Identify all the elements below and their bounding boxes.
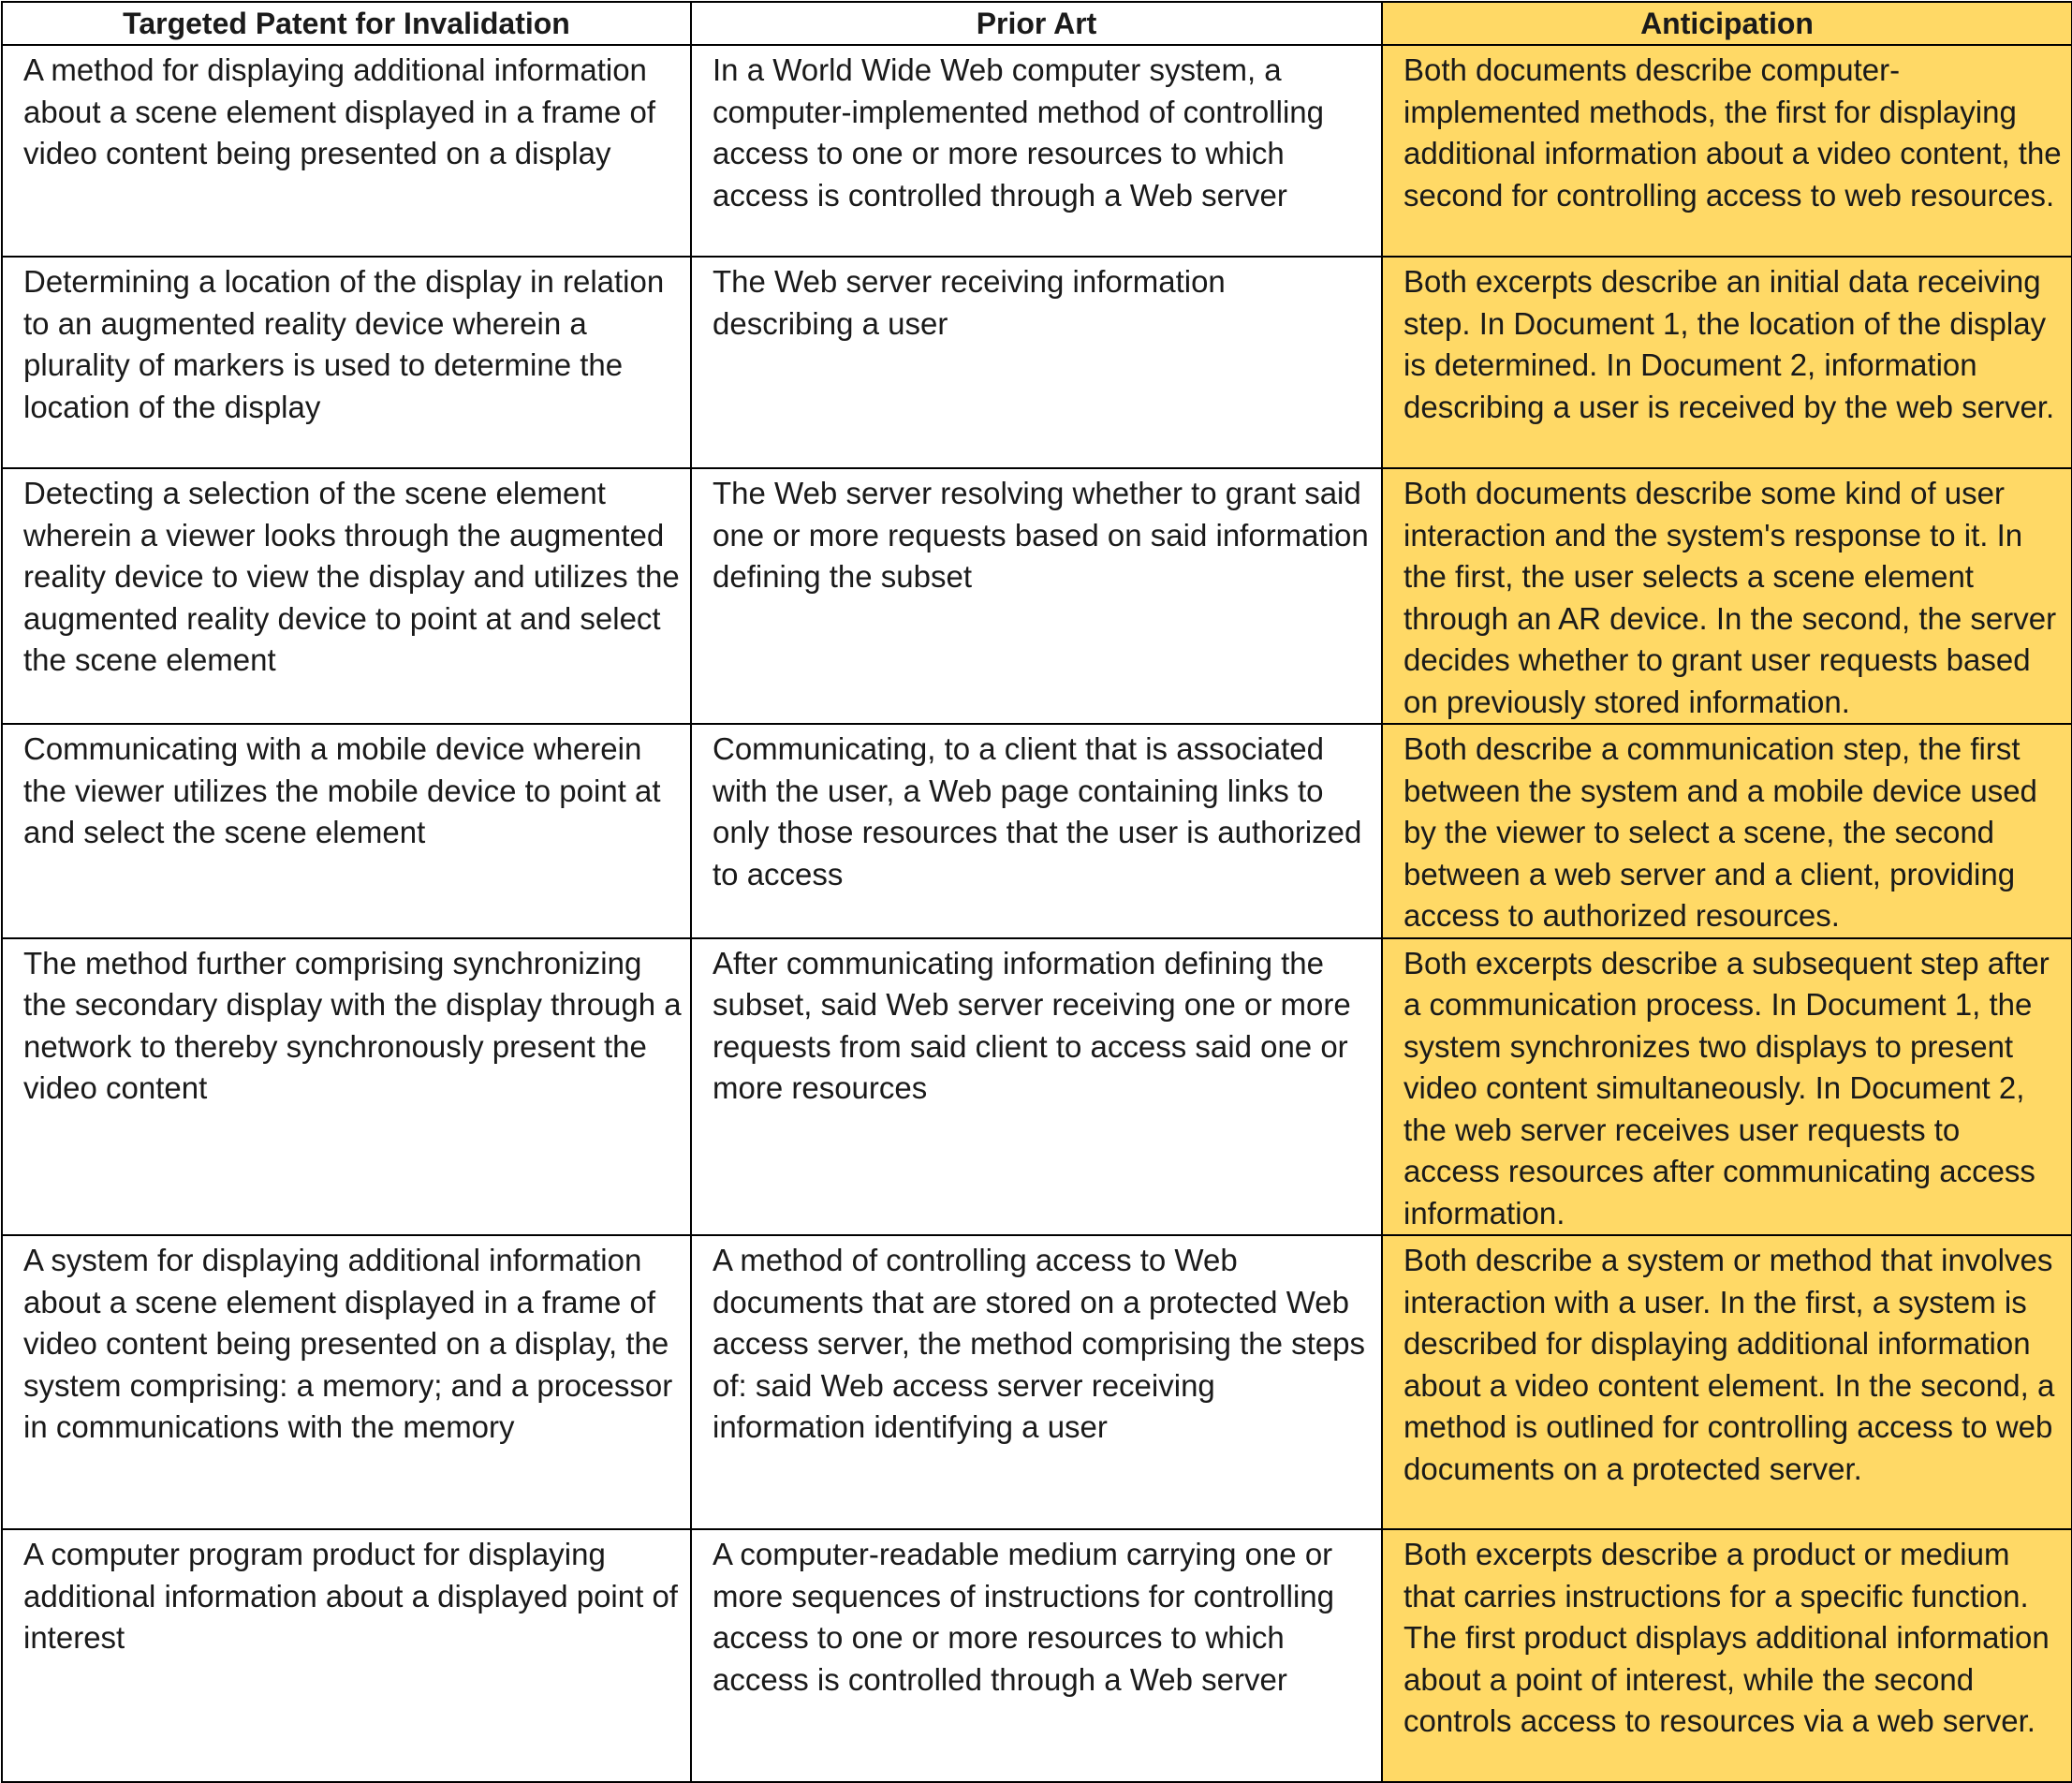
header-row <box>2 2 2072 45</box>
anticipation-cell: Both excerpts describe a subsequent step after a communication process. In Document 1, the system synchronizes two displays to present video content simultaneously. In Document 2, the web server receives user requests to access resources after communicating access information. <box>1382 938 2072 1236</box>
patent-cell: A method for displaying additional information about a scene element displayed in a frame of video content being presented on a display <box>2 45 691 257</box>
anticipation-cell: Both excerpts describe an initial data receiving step. In Document 1, the location of the display is determined. In Document 2, information describing a user is received by the web server. <box>1382 257 2072 468</box>
table-row <box>2 938 2072 1236</box>
table-row <box>2 257 2072 468</box>
table-row <box>2 1235 2072 1529</box>
table-row <box>2 724 2072 938</box>
anticipation-cell: Both describe a system or method that involves interaction with a user. In the first, a system is described for displaying additional information about a video content element. In the second, a method is outlined for controlling access to web documents on a protected server. <box>1382 1235 2072 1529</box>
patent-comparison-table <box>1 1 2072 1783</box>
header-targeted-patent: Targeted Patent for Invalidation <box>2 2 691 45</box>
prior-art-cell: The Web server resolving whether to grant said one or more requests based on said information defining the subset <box>691 468 1382 724</box>
table-row <box>2 468 2072 724</box>
patent-cell: Determining a location of the display in relation to an augmented reality device wherein a plurality of markers is used to determine the location of the display <box>2 257 691 468</box>
anticipation-cell: Both describe a communication step, the first between the system and a mobile device used by the viewer to select a scene, the second between a web server and a client, providing access to authorized resources. <box>1382 724 2072 938</box>
anticipation-cell: Both excerpts describe a product or medium that carries instructions for a specific function. The first product displays additional information about a point of interest, while the second controls access to resources via a web server. <box>1382 1529 2072 1782</box>
patent-cell: A computer program product for displaying additional information about a displayed point of interest <box>2 1529 691 1782</box>
patent-cell: The method further comprising synchronizing the secondary display with the display through a network to thereby synchronously present the video content <box>2 938 691 1236</box>
header-anticipation: Anticipation <box>1382 2 2072 45</box>
patent-cell: Detecting a selection of the scene element wherein a viewer looks through the augmented reality device to view the display and utilizes the augmented reality device to point at and select the scene element <box>2 468 691 724</box>
anticipation-cell: Both documents describe some kind of user interaction and the system's response to it. In the first, the user selects a scene element through an AR device. In the second, the server decides whether to grant user requests based on previously stored information. <box>1382 468 2072 724</box>
table-row <box>2 1529 2072 1782</box>
table-row <box>2 45 2072 257</box>
header-prior-art: Prior Art <box>691 2 1382 45</box>
prior-art-cell: The Web server receiving information describing a user <box>691 257 1382 468</box>
patent-cell: A system for displaying additional information about a scene element displayed in a frame of video content being presented on a display, the system comprising: a memory; and a processor in communications with the memory <box>2 1235 691 1529</box>
prior-art-cell: A method of controlling access to Web documents that are stored on a protected Web access server, the method comprising the steps of: said Web access server receiving information identifying a user <box>691 1235 1382 1529</box>
anticipation-cell: Both documents describe computer-implemented methods, the first for displaying additional information about a video content, the second for controlling access to web resources. <box>1382 45 2072 257</box>
patent-cell: Communicating with a mobile device wherein the viewer utilizes the mobile device to point at and select the scene element <box>2 724 691 938</box>
prior-art-cell: After communicating information defining the subset, said Web server receiving one or more requests from said client to access said one or more resources <box>691 938 1382 1236</box>
prior-art-cell: In a World Wide Web computer system, a computer-implemented method of controlling access to one or more resources to which access is controlled through a Web server <box>691 45 1382 257</box>
prior-art-cell: Communicating, to a client that is associated with the user, a Web page containing links to only those resources that the user is authorized to access <box>691 724 1382 938</box>
prior-art-cell: A computer-readable medium carrying one or more sequences of instructions for controlling access to one or more resources to which access is controlled through a Web server <box>691 1529 1382 1782</box>
